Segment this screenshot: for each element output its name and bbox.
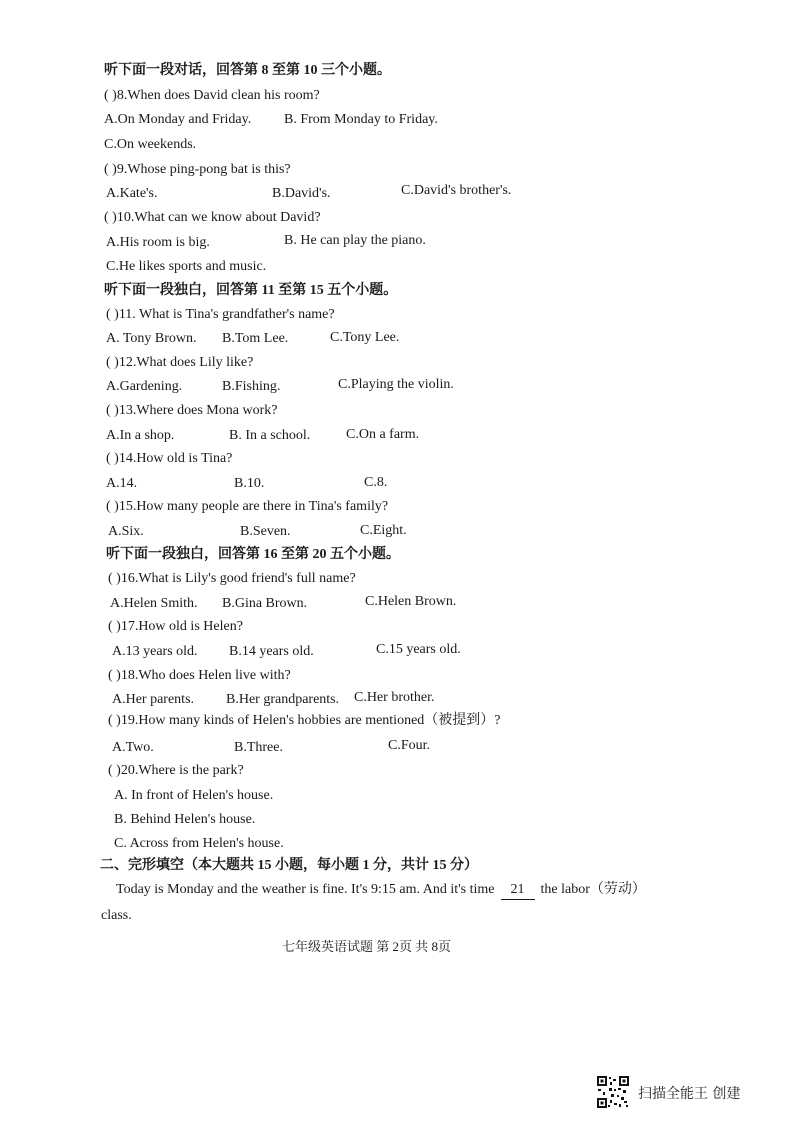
q20-option-a: A. In front of Helen's house. [114, 788, 274, 803]
q11-option-a: A. Tony Brown. [106, 331, 197, 346]
q12-option-b: B.Fishing. [222, 379, 281, 394]
q17-option-a: A.13 years old. [112, 644, 198, 659]
question-8: ( )8.When does David clean his room? [104, 88, 320, 103]
question-19: ( )19.How many kinds of Helen's hobbies are mentioned（被提到）? [108, 713, 501, 728]
q10-option-c: C.He likes sports and music. [106, 259, 267, 274]
q9-option-c: C.David's brother's. [401, 183, 512, 198]
q17-option-b: B.14 years old. [229, 644, 314, 659]
q20-option-c: C. Across from Helen's house. [114, 836, 284, 851]
question-10: ( )10.What can we know about David? [104, 210, 321, 225]
section-heading-11-15: 听下面一段独白，回答第 11 至第 15 五个小题。 [104, 283, 398, 298]
q19-option-b: B.Three. [234, 740, 283, 755]
q20-option-b: B. Behind Helen's house. [114, 812, 256, 827]
q18-option-a: A.Her parents. [112, 692, 195, 707]
q13-option-a: A.In a shop. [106, 428, 175, 443]
q11-option-b: B.Tom Lee. [222, 331, 289, 346]
q15-option-b: B.Seven. [240, 524, 291, 539]
q8-option-c: C.On weekends. [104, 137, 197, 152]
q8-option-b: B. From Monday to Friday. [284, 112, 438, 127]
q19-option-a: A.Two. [112, 740, 154, 755]
q10-option-a: A.His room is big. [106, 235, 210, 250]
passage-line-2: class. [101, 908, 132, 923]
section-heading-8-10: 听下面一段对话，回答第 8 至第 10 三个小题。 [104, 63, 391, 78]
question-20: ( )20.Where is the park? [108, 763, 244, 778]
question-14: ( )14.How old is Tina? [106, 451, 233, 466]
blank-21: 21 [501, 881, 535, 900]
q13-option-b: B. In a school. [229, 428, 311, 443]
section-heading-16-20: 听下面一段独白，回答第 16 至第 20 五个小题。 [106, 547, 400, 562]
question-17: ( )17.How old is Helen? [108, 619, 243, 634]
question-18: ( )18.Who does Helen live with? [108, 668, 291, 683]
q8-option-a: A.On Monday and Friday. [104, 112, 252, 127]
q16-option-b: B.Gina Brown. [222, 596, 308, 611]
qr-code-icon [596, 1075, 630, 1109]
question-9: ( )9.Whose ping-pong bat is this? [104, 162, 291, 177]
scanner-watermark-text: 扫描全能王 创建 [638, 1086, 741, 1102]
q12-option-a: A.Gardening. [106, 379, 183, 394]
passage-line-1 [116, 881, 646, 900]
q13-option-c: C.On a farm. [346, 427, 420, 442]
question-12: ( )12.What does Lily like? [106, 355, 254, 370]
q18-option-b: B.Her grandparents. [226, 692, 340, 707]
passage-text-before-blank: Today is Monday and the weather is fine. It's 9:15 am. And it's time [116, 882, 495, 897]
q15-option-a: A.Six. [108, 524, 144, 539]
q16-option-c: C.Helen Brown. [365, 594, 457, 609]
q18-option-c: C.Her brother. [354, 690, 435, 705]
q9-option-a: A.Kate's. [106, 186, 158, 201]
passage-text-after-blank: the labor（劳动） [540, 882, 646, 897]
q19-option-c: C.Four. [388, 738, 431, 753]
q12-option-c: C.Playing the violin. [338, 377, 454, 392]
question-16: ( )16.What is Lily's good friend's full name? [108, 571, 356, 586]
page-footer: 七年级英语试题 第 2页 共 8页 [282, 939, 452, 954]
question-11: ( )11. What is Tina's grandfather's name? [106, 307, 335, 322]
q14-option-c: C.8. [364, 475, 388, 490]
q14-option-a: A.14. [106, 476, 138, 491]
q14-option-b: B.10. [234, 476, 265, 491]
q11-option-c: C.Tony Lee. [330, 330, 400, 345]
q10-option-b: B. He can play the piano. [284, 233, 426, 248]
question-15: ( )15.How many people are there in Tina's family? [106, 499, 389, 514]
q9-option-b: B.David's. [272, 186, 331, 201]
part-two-heading: 二、完形填空（本大题共 15 小题，每小题 1 分，共计 15 分） [100, 858, 478, 873]
q16-option-a: A.Helen Smith. [110, 596, 198, 611]
q17-option-c: C.15 years old. [376, 642, 461, 657]
q15-option-c: C.Eight. [360, 523, 407, 538]
question-13: ( )13.Where does Mona work? [106, 403, 278, 418]
